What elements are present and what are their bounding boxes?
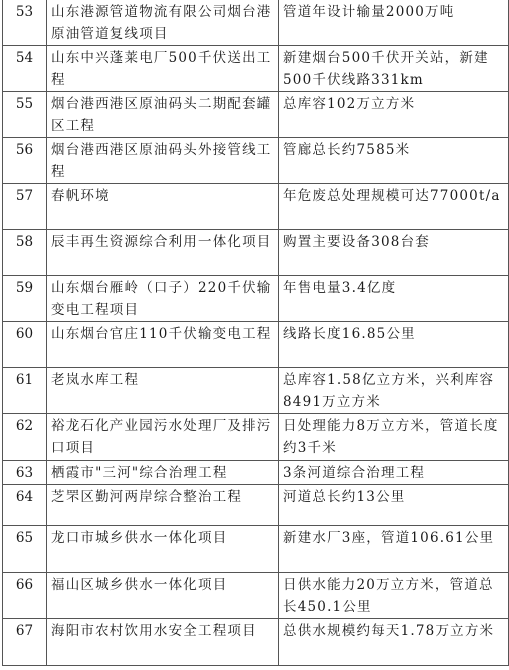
project-name: 烟台港西港区原油码头二期配套罐区工程 xyxy=(47,92,279,138)
table-row xyxy=(3,461,509,485)
row-number: 57 xyxy=(3,184,47,230)
project-name: 海阳市农村饮用水安全工程项目 xyxy=(47,619,279,666)
project-name: 芝罘区勤河两岸综合整治工程 xyxy=(47,485,279,526)
project-name: 山东中兴蓬莱电厂500千伏送出工程 xyxy=(47,46,279,92)
project-detail: 管道年设计输量2000万吨 xyxy=(279,0,509,46)
project-detail: 日供水能力20万立方米，管道总长450.1公里 xyxy=(279,573,509,619)
row-number: 56 xyxy=(3,138,47,184)
row-number: 53 xyxy=(3,0,47,46)
project-detail: 日处理能力8万立方米，管道长度约3千米 xyxy=(279,414,509,461)
project-name: 龙口市城乡供水一体化项目 xyxy=(47,526,279,573)
table-row xyxy=(3,92,509,138)
row-number: 54 xyxy=(3,46,47,92)
project-name: 烟台港西港区原油码头外接管线工程 xyxy=(47,138,279,184)
table-row xyxy=(3,526,509,573)
row-number: 59 xyxy=(3,276,47,322)
table-row xyxy=(3,619,509,666)
project-name: 春帆环境 xyxy=(47,184,279,230)
project-detail: 新建水厂3座，管道106.61公里 xyxy=(279,526,509,573)
project-name: 辰丰再生资源综合利用一体化项目 xyxy=(47,230,279,276)
project-name: 福山区城乡供水一体化项目 xyxy=(47,573,279,619)
project-name: 老岚水库工程 xyxy=(47,368,279,414)
table-row xyxy=(3,414,509,461)
row-number: 58 xyxy=(3,230,47,276)
row-number: 65 xyxy=(3,526,47,573)
table-row xyxy=(3,46,509,92)
row-number: 61 xyxy=(3,368,47,414)
project-name: 裕龙石化产业园污水处理厂及排污口项目 xyxy=(47,414,279,461)
row-number: 66 xyxy=(3,573,47,619)
row-number: 55 xyxy=(3,92,47,138)
project-table xyxy=(2,0,509,666)
row-number: 67 xyxy=(3,619,47,666)
table-row xyxy=(3,368,509,414)
row-number: 62 xyxy=(3,414,47,461)
project-name: 山东烟台官庄110千伏输变电工程 xyxy=(47,322,279,368)
project-name: 栖霞市"三河"综合治理工程 xyxy=(47,461,279,485)
project-detail: 线路长度16.85公里 xyxy=(279,322,509,368)
table-row xyxy=(3,138,509,184)
project-detail: 河道总长约13公里 xyxy=(279,485,509,526)
table-row xyxy=(3,485,509,526)
project-name: 山东烟台雁岭（口子）220千伏输变电工程项目 xyxy=(47,276,279,322)
project-detail: 购置主要设备308台套 xyxy=(279,230,509,276)
project-detail: 年危废总处理规模可达77000t/a xyxy=(279,184,509,230)
project-detail: 总库容1.58亿立方米，兴利库容8491万立方米 xyxy=(279,368,509,414)
project-name: 山东港源管道物流有限公司烟台港原油管道复线项目 xyxy=(47,0,279,46)
project-detail: 年售电量3.4亿度 xyxy=(279,276,509,322)
project-detail: 新建烟台500千伏开关站，新建500千伏线路331km xyxy=(279,46,509,92)
table-row xyxy=(3,0,509,46)
project-detail: 总库容102万立方米 xyxy=(279,92,509,138)
project-detail: 3条河道综合治理工程 xyxy=(279,461,509,485)
row-number: 64 xyxy=(3,485,47,526)
project-detail: 管廊总长约7585米 xyxy=(279,138,509,184)
table-row xyxy=(3,573,509,619)
table-row xyxy=(3,230,509,276)
table-row xyxy=(3,322,509,368)
row-number: 63 xyxy=(3,461,47,485)
table-row xyxy=(3,184,509,230)
row-number: 60 xyxy=(3,322,47,368)
table-row xyxy=(3,276,509,322)
project-detail: 总供水规模约每天1.78万立方米 xyxy=(279,619,509,666)
